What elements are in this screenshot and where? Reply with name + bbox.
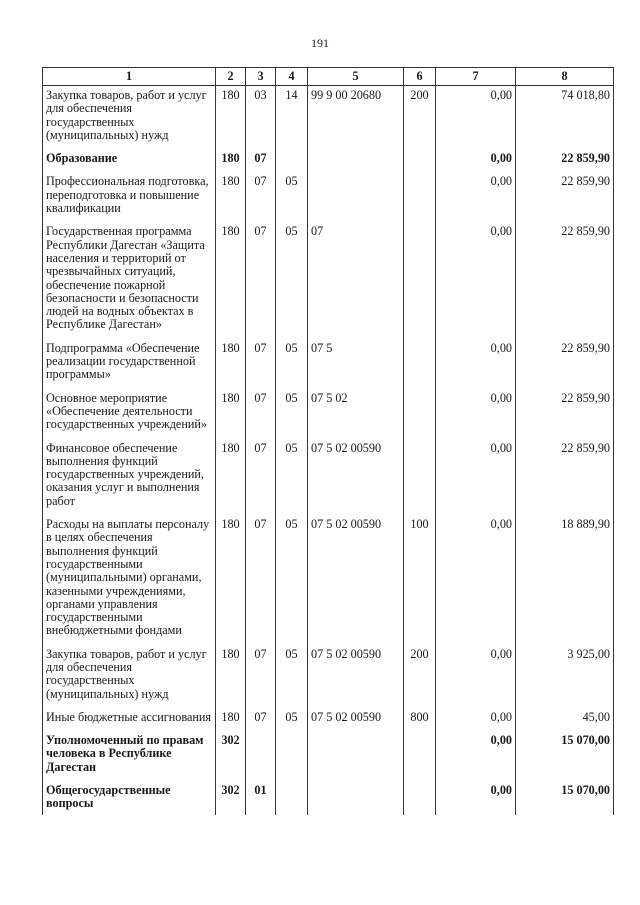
row-target-article — [308, 175, 404, 225]
budget-table — [42, 67, 614, 815]
table-row — [43, 152, 614, 175]
row-subsection: 05 — [276, 175, 308, 225]
row-col8-amount: 22 859,90 — [516, 442, 614, 518]
row-section: 03 — [246, 86, 276, 153]
header-col-4: 4 — [276, 68, 308, 86]
row-target-article — [308, 152, 404, 175]
row-expense-type — [404, 342, 436, 392]
row-code: 180 — [216, 518, 246, 648]
row-code: 180 — [216, 442, 246, 518]
table-row — [43, 518, 614, 648]
row-name: Расходы на выплаты персоналу в целях обеспечения выполнения функций государственными (муниципальными) органами, казенными учреждениями, органами управления государственными внебюджетными фондами — [43, 518, 216, 648]
row-subsection — [276, 152, 308, 175]
table-header-row — [43, 68, 614, 86]
row-col8-amount: 22 859,90 — [516, 152, 614, 175]
row-col7-amount: 0,00 — [436, 342, 516, 392]
row-name: Закупка товаров, работ и услуг для обеспечения государственных (муниципальных) нужд — [43, 86, 216, 153]
row-col7-amount: 0,00 — [436, 711, 516, 734]
page-number: 191 — [311, 36, 329, 50]
row-col7-amount: 0,00 — [436, 784, 516, 815]
header-col-7: 7 — [436, 68, 516, 86]
row-code: 302 — [216, 784, 246, 815]
row-subsection: 05 — [276, 342, 308, 392]
row-section: 07 — [246, 225, 276, 341]
table-row — [43, 648, 614, 711]
row-subsection: 05 — [276, 442, 308, 518]
row-col8-amount: 15 070,00 — [516, 734, 614, 784]
table-body — [43, 68, 614, 815]
row-section: 01 — [246, 784, 276, 815]
row-name: Профессиональная подготовка, переподготовка и повышение квалификации — [43, 175, 216, 225]
row-expense-type: 200 — [404, 648, 436, 711]
row-expense-type — [404, 442, 436, 518]
row-target-article: 07 5 02 00590 — [308, 711, 404, 734]
row-code: 302 — [216, 734, 246, 784]
row-expense-type: 100 — [404, 518, 436, 648]
row-target-article: 07 5 02 00590 — [308, 648, 404, 711]
row-expense-type — [404, 734, 436, 784]
row-section — [246, 734, 276, 784]
row-col8-amount: 74 018,80 — [516, 86, 614, 153]
row-name: Закупка товаров, работ и услуг для обеспечения государственных (муниципальных) нужд — [43, 648, 216, 711]
row-expense-type — [404, 392, 436, 442]
row-target-article: 07 5 02 — [308, 392, 404, 442]
row-target-article: 07 — [308, 225, 404, 341]
row-target-article — [308, 734, 404, 784]
row-name: Образование — [43, 152, 216, 175]
row-col8-amount: 22 859,90 — [516, 175, 614, 225]
row-col7-amount: 0,00 — [436, 442, 516, 518]
row-subsection: 05 — [276, 392, 308, 442]
row-name: Иные бюджетные ассигнования — [43, 711, 216, 734]
row-subsection — [276, 734, 308, 784]
row-subsection: 05 — [276, 711, 308, 734]
row-col8-amount: 3 925,00 — [516, 648, 614, 711]
table-row — [43, 86, 614, 153]
row-section: 07 — [246, 342, 276, 392]
row-code: 180 — [216, 152, 246, 175]
header-col-2: 2 — [216, 68, 246, 86]
row-code: 180 — [216, 648, 246, 711]
row-subsection: 05 — [276, 518, 308, 648]
row-code: 180 — [216, 711, 246, 734]
row-subsection: 14 — [276, 86, 308, 153]
row-name: Общегосударственные вопросы — [43, 784, 216, 815]
row-section: 07 — [246, 392, 276, 442]
table-row — [43, 342, 614, 392]
row-section: 07 — [246, 648, 276, 711]
header-col-1: 1 — [43, 68, 216, 86]
row-section: 07 — [246, 152, 276, 175]
row-target-article — [308, 784, 404, 815]
row-col7-amount: 0,00 — [436, 86, 516, 153]
row-col8-amount: 45,00 — [516, 711, 614, 734]
row-expense-type — [404, 175, 436, 225]
row-target-article: 07 5 02 00590 — [308, 518, 404, 648]
header-col-3: 3 — [246, 68, 276, 86]
row-section: 07 — [246, 175, 276, 225]
table-row — [43, 442, 614, 518]
row-target-article: 99 9 00 20680 — [308, 86, 404, 153]
row-col8-amount: 22 859,90 — [516, 342, 614, 392]
row-subsection: 05 — [276, 225, 308, 341]
row-subsection: 05 — [276, 648, 308, 711]
row-code: 180 — [216, 175, 246, 225]
row-code: 180 — [216, 225, 246, 341]
header-col-8: 8 — [516, 68, 614, 86]
row-section: 07 — [246, 711, 276, 734]
row-name: Финансовое обеспечение выполнения функций государственных учреждений, оказания услуг и выполнения работ — [43, 442, 216, 518]
row-name: Основное мероприятие «Обеспечение деятельности государственных учреждений» — [43, 392, 216, 442]
row-col8-amount: 22 859,90 — [516, 392, 614, 442]
row-col7-amount: 0,00 — [436, 152, 516, 175]
row-target-article: 07 5 — [308, 342, 404, 392]
row-name: Государственная программа Республики Дагестан «Защита населения и территорий от чрезвычайных ситуаций, обеспечение пожарной безопасности и безопасности людей на водных объектах в Республике Дагестан» — [43, 225, 216, 341]
row-section: 07 — [246, 442, 276, 518]
row-col7-amount: 0,00 — [436, 175, 516, 225]
row-col8-amount: 22 859,90 — [516, 225, 614, 341]
row-code: 180 — [216, 86, 246, 153]
row-expense-type — [404, 152, 436, 175]
table-row — [43, 392, 614, 442]
row-section: 07 — [246, 518, 276, 648]
row-name: Подпрограмма «Обеспечение реализации государственной программы» — [43, 342, 216, 392]
header-col-6: 6 — [404, 68, 436, 86]
row-code: 180 — [216, 342, 246, 392]
header-col-5: 5 — [308, 68, 404, 86]
row-subsection — [276, 784, 308, 815]
row-expense-type — [404, 225, 436, 341]
table-row — [43, 225, 614, 341]
row-target-article: 07 5 02 00590 — [308, 442, 404, 518]
table-row — [43, 175, 614, 225]
row-name: Уполномоченный по правам человека в Республике Дагестан — [43, 734, 216, 784]
row-col7-amount: 0,00 — [436, 225, 516, 341]
row-col7-amount: 0,00 — [436, 734, 516, 784]
row-col8-amount: 15 070,00 — [516, 784, 614, 815]
row-col7-amount: 0,00 — [436, 392, 516, 442]
table-row — [43, 784, 614, 815]
table-row — [43, 711, 614, 734]
row-col7-amount: 0,00 — [436, 518, 516, 648]
table-row — [43, 734, 614, 784]
row-expense-type — [404, 784, 436, 815]
row-col8-amount: 18 889,90 — [516, 518, 614, 648]
row-expense-type: 200 — [404, 86, 436, 153]
row-col7-amount: 0,00 — [436, 648, 516, 711]
row-expense-type: 800 — [404, 711, 436, 734]
row-code: 180 — [216, 392, 246, 442]
